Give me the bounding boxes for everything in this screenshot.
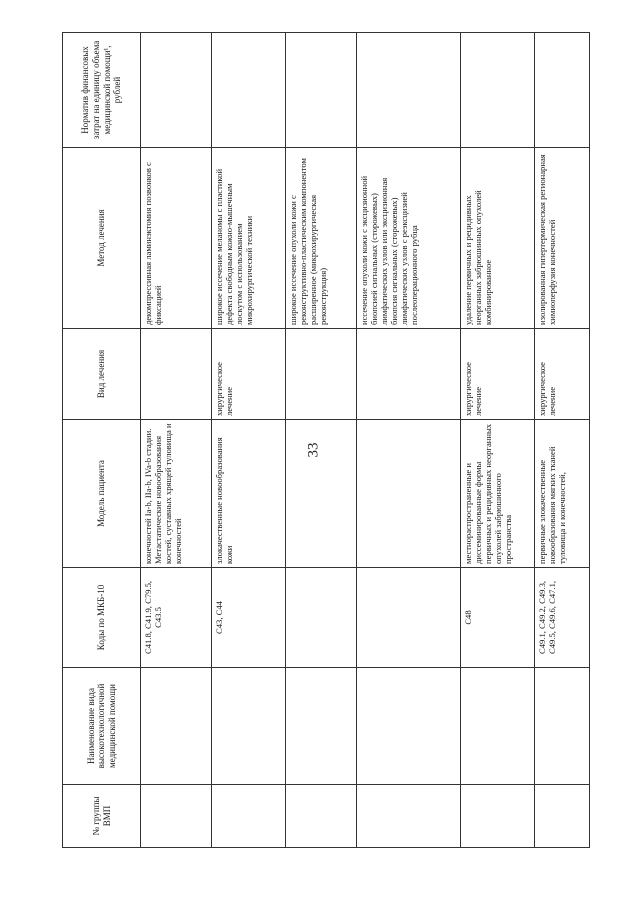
- cell-group: [357, 785, 461, 848]
- cell-patient: конечностей Ia-b, IIa-b, IVa-b стадии. Метастатические новообразования костей, суставных хрящей туловища и конечностей: [141, 420, 212, 568]
- cell-group: [461, 785, 535, 848]
- cell-method: широкое иссечение опухоли кожи с реконструктивно-пластическим компонентом расширенное (микрохирургическая реконструкция): [286, 148, 357, 329]
- cell-patient: первичные злокачественные новообразования мягких тканей туловища и конечностей,: [535, 420, 590, 568]
- cell-treatment: хирургическое лечение: [461, 329, 535, 420]
- table-row: [357, 33, 461, 848]
- cell-codes: C49.1, C49.2, C49.3, C49.5, C49.6, C47.1,: [535, 568, 590, 668]
- cell-group: [535, 785, 590, 848]
- cell-method: широкое иссечение меланомы с пластикой дефекта свободным кожно-мышечным лоскутом с использованием микрохирургической техники: [212, 148, 286, 329]
- cell-type: [141, 668, 212, 785]
- cell-codes: C48: [461, 568, 535, 668]
- cell-method: декомпрессивная ламинэктомия позвонков с фиксацией: [141, 148, 212, 329]
- cell-cost: [461, 33, 535, 148]
- col-header-group: № группы ВМП: [63, 785, 141, 848]
- cell-cost: [141, 33, 212, 148]
- cell-treatment: хирургическое лечение: [212, 329, 286, 420]
- cell-codes: [286, 568, 357, 668]
- cell-cost: [535, 33, 590, 148]
- cell-codes: C43, C44: [212, 568, 286, 668]
- cell-type: [212, 668, 286, 785]
- cell-patient: злокачественные новообразования кожи: [212, 420, 286, 568]
- cell-group: [141, 785, 212, 848]
- cell-cost: [357, 33, 461, 148]
- treatment-table: [62, 32, 590, 848]
- cell-treatment: [357, 329, 461, 420]
- cell-patient: [286, 420, 357, 568]
- col-header-treatment: Вид лечения: [63, 329, 141, 420]
- table-row: [535, 33, 590, 848]
- cell-patient: местнораспространенные и диссеминированные формы первичных и рецидивных неорганных опухолей забрюшинного пространства: [461, 420, 535, 568]
- col-header-method: Метод лечения: [63, 148, 141, 329]
- cell-type: [461, 668, 535, 785]
- header-row: [63, 33, 141, 848]
- col-header-cost: Норматив финансовых затрат на единицу объема медицинской помощи¹, рублей: [63, 33, 141, 148]
- table-row: [212, 33, 286, 848]
- cell-treatment: [286, 329, 357, 420]
- cell-type: [286, 668, 357, 785]
- page-number: 33: [305, 442, 322, 458]
- cell-group: [212, 785, 286, 848]
- cell-group: [286, 785, 357, 848]
- table-wrapper: [62, 33, 584, 848]
- cell-codes: C41.8, C41.9, C79.5, C43.5: [141, 568, 212, 668]
- cell-type: [535, 668, 590, 785]
- col-header-type: Наименование вида высокотехнологичной медицинской помощи: [63, 668, 141, 785]
- cell-method: удаление первичных и рецидивных неорганных забрюшинных опухолей комбинированное: [461, 148, 535, 329]
- col-header-patient: Модель пациента: [63, 420, 141, 568]
- col-header-codes: Коды по МКБ-10: [63, 568, 141, 668]
- cell-patient: [357, 420, 461, 568]
- cell-method: изолированная гипертермическая регионарная химиоперфузия конечностей: [535, 148, 590, 329]
- table-row: [461, 33, 535, 848]
- cell-treatment: хирургическое лечение: [535, 329, 590, 420]
- table-row: [141, 33, 212, 848]
- cell-cost: [286, 33, 357, 148]
- cell-type: [357, 668, 461, 785]
- cell-cost: [212, 33, 286, 148]
- cell-treatment: [141, 329, 212, 420]
- cell-codes: [357, 568, 461, 668]
- table-row: [286, 33, 357, 848]
- cell-method: иссечение опухоли кожи с эксцизионной биопсией сигнальных (сторожевых) лимфатических узлов или эксцизионная биопсия сигнальных (сторожевых) лимфатических узлов с реэксцизией послеоперационного рубца: [357, 148, 461, 329]
